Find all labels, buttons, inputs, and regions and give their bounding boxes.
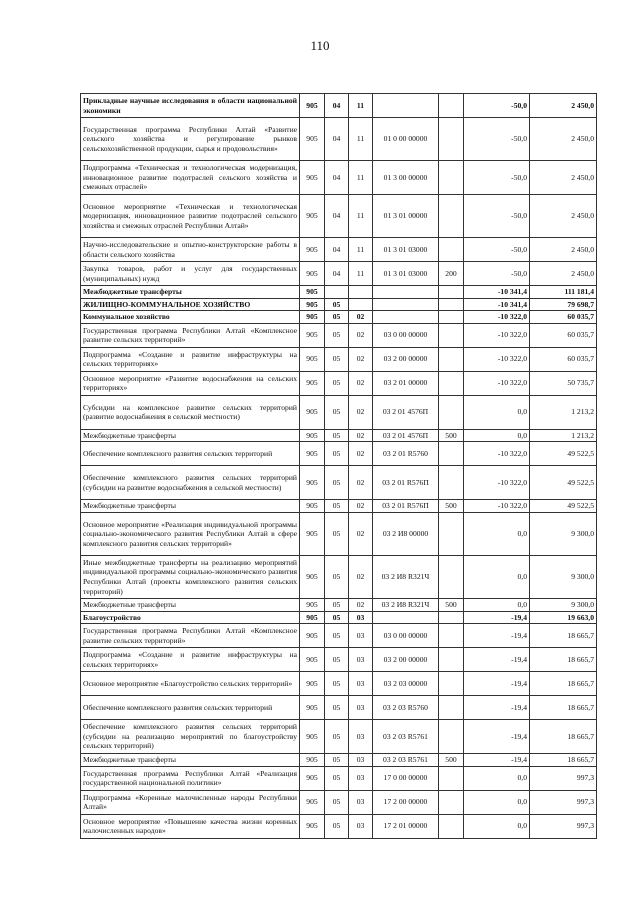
target-article-code: 01 3 01 03000 xyxy=(373,238,439,262)
expense-type-code xyxy=(439,720,464,754)
target-article-code xyxy=(373,286,439,299)
row-name: Межбюджетные трансферты xyxy=(81,429,300,442)
table-row xyxy=(81,512,597,555)
subsection-code: 02 xyxy=(349,311,373,324)
target-article-code: 03 2 03 R5761 xyxy=(373,720,439,754)
expense-type-code xyxy=(439,648,464,672)
amount-total: 9 300,0 xyxy=(530,555,597,598)
section-code: 04 xyxy=(325,195,349,238)
expense-type-code xyxy=(439,611,464,624)
subsection-code: 03 xyxy=(349,766,373,790)
row-name: Обеспечение комплексного развития сельских территорий xyxy=(81,696,300,720)
amount-total: 49 522,5 xyxy=(530,442,597,466)
section-code: 05 xyxy=(325,371,349,395)
section-code: 05 xyxy=(325,611,349,624)
amount-change: 0,0 xyxy=(464,512,530,555)
amount-total: 18 665,7 xyxy=(530,754,597,767)
amount-total: 60 035,7 xyxy=(530,323,597,347)
amount-change: -10 322,0 xyxy=(464,323,530,347)
amount-change: -10 322,0 xyxy=(464,371,530,395)
target-article-code: 17 0 00 00000 xyxy=(373,766,439,790)
grbs-code: 905 xyxy=(300,500,325,513)
section-code: 05 xyxy=(325,311,349,324)
amount-total: 111 181,4 xyxy=(530,286,597,299)
amount-total: 2 450,0 xyxy=(530,94,597,118)
grbs-code: 905 xyxy=(300,624,325,648)
row-name: Обеспечение комплексного развития сельских территорий (субсидии на развитие водоснабжения в сельской местности) xyxy=(81,466,300,500)
section-code: 05 xyxy=(325,429,349,442)
subsection-code: 02 xyxy=(349,512,373,555)
target-article-code: 03 2 03 R5761 xyxy=(373,754,439,767)
expense-type-code xyxy=(439,624,464,648)
section-code: 04 xyxy=(325,118,349,161)
row-name: Межбюджетные трансферты xyxy=(81,754,300,767)
amount-total: 18 665,7 xyxy=(530,720,597,754)
row-name: Обеспечение комплексного развития сельских территорий xyxy=(81,442,300,466)
subsection-code: 03 xyxy=(349,624,373,648)
expense-type-code xyxy=(439,790,464,814)
expense-type-code xyxy=(439,696,464,720)
grbs-code: 905 xyxy=(300,286,325,299)
expense-type-code: 500 xyxy=(439,429,464,442)
table-row xyxy=(81,648,597,672)
table-row xyxy=(81,118,597,161)
section-code: 04 xyxy=(325,94,349,118)
grbs-code: 905 xyxy=(300,754,325,767)
row-name: Межбюджетные трансферты xyxy=(81,598,300,611)
subsection-code: 02 xyxy=(349,429,373,442)
table-row xyxy=(81,500,597,513)
subsection-code xyxy=(349,298,373,311)
expense-type-code xyxy=(439,94,464,118)
amount-change: -19,4 xyxy=(464,696,530,720)
section-code: 05 xyxy=(325,500,349,513)
section-code: 05 xyxy=(325,672,349,696)
grbs-code: 905 xyxy=(300,696,325,720)
subsection-code: 02 xyxy=(349,371,373,395)
amount-change: -10 322,0 xyxy=(464,442,530,466)
target-article-code: 03 2 01 00000 xyxy=(373,371,439,395)
row-name: Субсидии на комплексное развитие сельских территорий (развитие водоснабжения в сельской местности) xyxy=(81,395,300,429)
expense-type-code xyxy=(439,311,464,324)
expense-type-code xyxy=(439,466,464,500)
target-article-code xyxy=(373,94,439,118)
target-article-code: 03 2 01 4576П xyxy=(373,395,439,429)
amount-total: 2 450,0 xyxy=(530,262,597,286)
grbs-code: 905 xyxy=(300,238,325,262)
expense-type-code xyxy=(439,161,464,195)
section-code: 05 xyxy=(325,442,349,466)
grbs-code: 905 xyxy=(300,720,325,754)
amount-change: 0,0 xyxy=(464,395,530,429)
section-code: 05 xyxy=(325,754,349,767)
subsection-code: 03 xyxy=(349,754,373,767)
grbs-code: 905 xyxy=(300,94,325,118)
grbs-code: 905 xyxy=(300,672,325,696)
target-article-code: 01 0 00 00000 xyxy=(373,118,439,161)
section-code: 05 xyxy=(325,298,349,311)
grbs-code: 905 xyxy=(300,298,325,311)
row-name: Межбюджетные трансферты xyxy=(81,500,300,513)
grbs-code: 905 xyxy=(300,395,325,429)
subsection-code: 11 xyxy=(349,118,373,161)
amount-change: -19,4 xyxy=(464,672,530,696)
expense-type-code: 500 xyxy=(439,754,464,767)
expense-type-code xyxy=(439,286,464,299)
grbs-code: 905 xyxy=(300,347,325,371)
table-row xyxy=(81,442,597,466)
amount-change: -50,0 xyxy=(464,238,530,262)
expense-type-code: 500 xyxy=(439,598,464,611)
section-code: 05 xyxy=(325,512,349,555)
target-article-code: 03 2 00 00000 xyxy=(373,648,439,672)
target-article-code: 03 0 00 00000 xyxy=(373,323,439,347)
expense-type-code xyxy=(439,395,464,429)
table-row xyxy=(81,311,597,324)
row-name: Основное мероприятие «Повышение качества жизни коренных малочисленных народов» xyxy=(81,814,300,838)
amount-change: -50,0 xyxy=(464,94,530,118)
grbs-code: 905 xyxy=(300,611,325,624)
target-article-code: 17 2 00 00000 xyxy=(373,790,439,814)
section-code: 04 xyxy=(325,238,349,262)
grbs-code: 905 xyxy=(300,598,325,611)
amount-change: -50,0 xyxy=(464,118,530,161)
row-name: Государственная программа Республики Алтай «Реализация государственной национальной политики» xyxy=(81,766,300,790)
target-article-code: 03 2 И8 R321Ч xyxy=(373,598,439,611)
amount-change: -50,0 xyxy=(464,161,530,195)
expense-type-code xyxy=(439,555,464,598)
grbs-code: 905 xyxy=(300,790,325,814)
amount-total: 50 735,7 xyxy=(530,371,597,395)
grbs-code: 905 xyxy=(300,371,325,395)
amount-total: 2 450,0 xyxy=(530,161,597,195)
amount-total: 18 665,7 xyxy=(530,696,597,720)
expense-type-code xyxy=(439,371,464,395)
grbs-code: 905 xyxy=(300,648,325,672)
target-article-code: 01 3 01 00000 xyxy=(373,195,439,238)
table-row xyxy=(81,347,597,371)
amount-total: 1 213,2 xyxy=(530,395,597,429)
grbs-code: 905 xyxy=(300,195,325,238)
amount-change: -19,4 xyxy=(464,754,530,767)
section-code: 04 xyxy=(325,161,349,195)
section-code: 05 xyxy=(325,395,349,429)
row-name: Обеспечение комплексного развития сельских территорий (субсидии на реализацию мероприятий по благоустройству сельских территорий) xyxy=(81,720,300,754)
table-row xyxy=(81,429,597,442)
budget-table xyxy=(80,93,597,839)
section-code: 05 xyxy=(325,648,349,672)
target-article-code: 01 3 01 03000 xyxy=(373,262,439,286)
subsection-code xyxy=(349,286,373,299)
subsection-code: 03 xyxy=(349,720,373,754)
amount-change: -19,4 xyxy=(464,624,530,648)
target-article-code: 03 2 03 00000 xyxy=(373,672,439,696)
grbs-code: 905 xyxy=(300,555,325,598)
subsection-code: 02 xyxy=(349,395,373,429)
table-row xyxy=(81,754,597,767)
amount-change: 0,0 xyxy=(464,790,530,814)
row-name: Основное мероприятие «Развитие водоснабжения на сельских территориях» xyxy=(81,371,300,395)
section-code: 05 xyxy=(325,720,349,754)
target-article-code: 03 2 И8 00000 xyxy=(373,512,439,555)
table-row xyxy=(81,696,597,720)
amount-change: 0,0 xyxy=(464,766,530,790)
subsection-code: 02 xyxy=(349,500,373,513)
target-article-code: 03 2 03 R5760 xyxy=(373,696,439,720)
section-code: 05 xyxy=(325,323,349,347)
amount-change: 0,0 xyxy=(464,429,530,442)
amount-total: 1 213,2 xyxy=(530,429,597,442)
grbs-code: 905 xyxy=(300,766,325,790)
target-article-code: 03 2 01 R5760 xyxy=(373,442,439,466)
expense-type-code: 500 xyxy=(439,500,464,513)
table-row xyxy=(81,94,597,118)
row-name: Коммунальное хозяйство xyxy=(81,311,300,324)
subsection-code: 02 xyxy=(349,598,373,611)
table-row xyxy=(81,371,597,395)
target-article-code xyxy=(373,611,439,624)
grbs-code: 905 xyxy=(300,442,325,466)
expense-type-code xyxy=(439,672,464,696)
amount-total: 2 450,0 xyxy=(530,238,597,262)
table-row xyxy=(81,611,597,624)
row-name: Межбюджетные трансферты xyxy=(81,286,300,299)
target-article-code: 03 2 И8 R321Ч xyxy=(373,555,439,598)
amount-total: 997,3 xyxy=(530,790,597,814)
row-name: Благоустройство xyxy=(81,611,300,624)
target-article-code: 17 2 01 00000 xyxy=(373,814,439,838)
row-name: Закупка товаров, работ и услуг для государственных (муниципальных) нужд xyxy=(81,262,300,286)
amount-total: 997,3 xyxy=(530,766,597,790)
subsection-code: 03 xyxy=(349,696,373,720)
expense-type-code xyxy=(439,814,464,838)
subsection-code: 03 xyxy=(349,790,373,814)
subsection-code: 02 xyxy=(349,347,373,371)
amount-total: 49 522,5 xyxy=(530,466,597,500)
table-row xyxy=(81,672,597,696)
amount-change: -19,4 xyxy=(464,648,530,672)
row-name: Подпрограмма «Коренные малочисленные народы Республики Алтай» xyxy=(81,790,300,814)
table-row xyxy=(81,790,597,814)
expense-type-code: 200 xyxy=(439,262,464,286)
table-row xyxy=(81,262,597,286)
row-name: Основное мероприятие «Техническая и технологическая модернизация, инновационное развитие подотраслей сельского хозяйства и смежных отраслей Республики Алтай» xyxy=(81,195,300,238)
amount-change: -50,0 xyxy=(464,262,530,286)
table-row xyxy=(81,195,597,238)
expense-type-code xyxy=(439,442,464,466)
amount-total: 60 035,7 xyxy=(530,347,597,371)
table-row xyxy=(81,395,597,429)
subsection-code: 02 xyxy=(349,442,373,466)
section-code: 05 xyxy=(325,766,349,790)
section-code: 05 xyxy=(325,696,349,720)
subsection-code: 02 xyxy=(349,323,373,347)
table-row xyxy=(81,766,597,790)
grbs-code: 905 xyxy=(300,323,325,347)
amount-change: -19,4 xyxy=(464,611,530,624)
table-row xyxy=(81,286,597,299)
target-article-code: 03 0 00 00000 xyxy=(373,624,439,648)
amount-change: -50,0 xyxy=(464,195,530,238)
subsection-code: 02 xyxy=(349,555,373,598)
amount-total: 49 522,5 xyxy=(530,500,597,513)
expense-type-code xyxy=(439,118,464,161)
subsection-code: 02 xyxy=(349,466,373,500)
row-name: Прикладные научные исследования в области национальной экономики xyxy=(81,94,300,118)
subsection-code: 11 xyxy=(349,262,373,286)
grbs-code: 905 xyxy=(300,512,325,555)
row-name: Основное мероприятие «Реализация индивидуальной программы социально-экономического развития Республики Алтай в сфере комплексного развития сельских территорий» xyxy=(81,512,300,555)
expense-type-code xyxy=(439,238,464,262)
section-code: 05 xyxy=(325,466,349,500)
target-article-code: 03 2 00 00000 xyxy=(373,347,439,371)
grbs-code: 905 xyxy=(300,262,325,286)
target-article-code: 03 2 01 R576П xyxy=(373,500,439,513)
expense-type-code xyxy=(439,766,464,790)
grbs-code: 905 xyxy=(300,161,325,195)
table-row xyxy=(81,720,597,754)
expense-type-code xyxy=(439,298,464,311)
row-name: Подпрограмма «Создание и развитие инфраструктуры на сельских территориях» xyxy=(81,648,300,672)
subsection-code: 03 xyxy=(349,814,373,838)
section-code: 04 xyxy=(325,262,349,286)
row-name: Иные межбюджетные трансферты на реализацию мероприятий индивидуальной программы социально-экономического развития Республики Алтай (проекты комплексного развития сельских территорий) xyxy=(81,555,300,598)
amount-change: 0,0 xyxy=(464,555,530,598)
row-name: Государственная программа Республики Алтай «Комплексное развитие сельских территорий» xyxy=(81,624,300,648)
amount-total: 60 035,7 xyxy=(530,311,597,324)
row-name: Подпрограмма «Создание и развитие инфраструктуры на сельских территориях» xyxy=(81,347,300,371)
subsection-code: 03 xyxy=(349,611,373,624)
subsection-code: 11 xyxy=(349,161,373,195)
amount-change: 0,0 xyxy=(464,814,530,838)
row-name: Государственная программа Республики Алтай «Развитие сельского хозяйства и регулирование рынков сельскохозяйственной продукции, сырья и продовольствия» xyxy=(81,118,300,161)
section-code xyxy=(325,286,349,299)
amount-change: 0,0 xyxy=(464,598,530,611)
amount-change: -10 322,0 xyxy=(464,466,530,500)
table-row xyxy=(81,624,597,648)
section-code: 05 xyxy=(325,624,349,648)
table-row xyxy=(81,298,597,311)
amount-total: 19 663,0 xyxy=(530,611,597,624)
table-row xyxy=(81,814,597,838)
subsection-code: 11 xyxy=(349,238,373,262)
row-name: ЖИЛИЩНО-КОММУНАЛЬНОЕ ХОЗЯЙСТВО xyxy=(81,298,300,311)
subsection-code: 03 xyxy=(349,648,373,672)
page-number: 110 xyxy=(310,38,330,53)
section-code: 05 xyxy=(325,555,349,598)
row-name: Государственная программа Республики Алтай «Комплексное развитие сельских территорий» xyxy=(81,323,300,347)
amount-total: 79 698,7 xyxy=(530,298,597,311)
subsection-code: 03 xyxy=(349,672,373,696)
expense-type-code xyxy=(439,347,464,371)
target-article-code: 03 2 01 4576П xyxy=(373,429,439,442)
table-row xyxy=(81,466,597,500)
expense-type-code xyxy=(439,195,464,238)
table-row xyxy=(81,598,597,611)
grbs-code: 905 xyxy=(300,311,325,324)
target-article-code: 01 3 00 00000 xyxy=(373,161,439,195)
target-article-code xyxy=(373,311,439,324)
section-code: 05 xyxy=(325,790,349,814)
grbs-code: 905 xyxy=(300,118,325,161)
table-row xyxy=(81,161,597,195)
table-row xyxy=(81,555,597,598)
amount-total: 18 665,7 xyxy=(530,648,597,672)
amount-total: 18 665,7 xyxy=(530,624,597,648)
grbs-code: 905 xyxy=(300,814,325,838)
subsection-code: 11 xyxy=(349,94,373,118)
row-name: Научно-исследовательские и опытно-конструкторские работы в области сельского хозяйства xyxy=(81,238,300,262)
table-row xyxy=(81,323,597,347)
section-code: 05 xyxy=(325,347,349,371)
amount-change: -10 322,0 xyxy=(464,347,530,371)
amount-total: 18 665,7 xyxy=(530,672,597,696)
amount-total: 2 450,0 xyxy=(530,195,597,238)
section-code: 05 xyxy=(325,814,349,838)
target-article-code: 03 2 01 R576П xyxy=(373,466,439,500)
row-name: Подпрограмма «Техническая и технологическая модернизация, инновационное развитие подотраслей сельского хозяйства и смежных отраслей» xyxy=(81,161,300,195)
section-code: 05 xyxy=(325,598,349,611)
table-row xyxy=(81,238,597,262)
expense-type-code xyxy=(439,512,464,555)
amount-total: 9 300,0 xyxy=(530,598,597,611)
amount-change: -10 341,4 xyxy=(464,298,530,311)
amount-total: 9 300,0 xyxy=(530,512,597,555)
amount-change: -10 322,0 xyxy=(464,500,530,513)
amount-change: -10 341,4 xyxy=(464,286,530,299)
target-article-code xyxy=(373,298,439,311)
grbs-code: 905 xyxy=(300,466,325,500)
subsection-code: 11 xyxy=(349,195,373,238)
amount-change: -10 322,0 xyxy=(464,311,530,324)
amount-change: -19,4 xyxy=(464,720,530,754)
amount-total: 997,3 xyxy=(530,814,597,838)
row-name: Основное мероприятие «Благоустройство сельских территорий» xyxy=(81,672,300,696)
grbs-code: 905 xyxy=(300,429,325,442)
expense-type-code xyxy=(439,323,464,347)
amount-total: 2 450,0 xyxy=(530,118,597,161)
